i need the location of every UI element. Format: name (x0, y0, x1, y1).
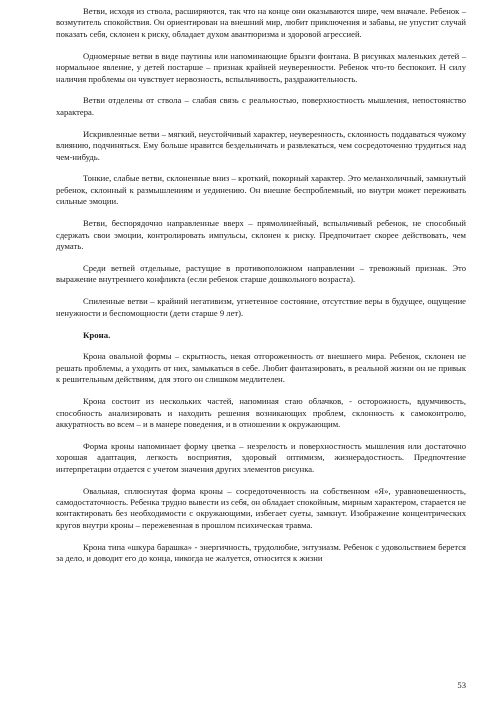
paragraph-branches-opposite: Среди ветвей отдельные, растущие в противоположном направлении – тревожный признак. Это выражение внутреннего конфликта (если ребенок старше дошкольного возраста). (56, 262, 466, 285)
paragraph-branches-expanding: Ветви, исходя из ствола, расширяются, так что на конце они оказываются шире, чем вначале. Ребенок – возмутитель спокойствия. Он ориентирован на внешний мир, любит приключения и забавы, не упустит случай показать себя, склонен к риску, обладает духом авантюризма и здоровой агрессией. (56, 6, 466, 39)
paragraph-crown-clouds: Крона состоит из нескольких частей, напоминая стаю облачков, - осторожность, вдумчивость, способность анализировать и находить решения возникающих проблем, склонность к самоконтролю, аккуратность во всем – и в манере поведения, и в отношении к окружающим. (56, 396, 466, 429)
page-body (56, 6, 466, 575)
page-number: 53 (457, 680, 466, 690)
paragraph-branches-curved: Искривленные ветви – мягкий, неустойчивый характер, неуверенность, склонность поддаваться чужому влиянию, подчиняться. Ему больше нравится бездельничать и развлекаться, чем сосредоточенно трудиться над чем-нибудь. (56, 128, 466, 162)
paragraph-branches-web: Одномерные ветви в виде паутины или напоминающие брызги фонтана. В рисунках маленьких детей – нормальное явление, у детей постарше – признак крайней неуверенности. Ребенок что-то беспокоит. Н силу наличия проблемы он чувствует нервозность, вспыльчивость, раздражительность. (56, 50, 466, 84)
paragraph-branches-separated: Ветви отделены от ствола – слабая связь с реальностью, поверхностность мышления, непостоянство характера. (56, 95, 466, 117)
paragraph-branches-chaotic-up: Ветви, беспорядочно направленные вверх – прямолинейный, вспыльчивый ребенок, не способный сдержать свои эмоции, контролировать импульсы, склонен к риску. Предпочитает скорее действовать, чем думать. (56, 218, 466, 251)
section-heading-crown: Крона. (83, 329, 111, 340)
paragraph-crown-oval: Крона овальной формы – скрытность, некая отгороженность от внешнего мира. Ребенок, склонен не решать проблемы, а уходить от них, замыкаться в себе. Любит фантазировать, в реальной жизни он не привык к решительным действиям, для этого он слишком медлителен. (56, 351, 466, 385)
paragraph-crown-flower: Форма кроны напоминает форму цветка – незрелость и поверхностность мышления или достаточно хорошая адаптация, легкость восприятия, здоровый оптимизм, жизнерадостность. Предпочтение интерпретации отдается с учетом значения других элементов рисунка. (56, 440, 466, 474)
paragraph-branches-thin: Тонкие, слабые ветви, склоненные вниз – кроткий, покорный характер. Это меланхоличный, замкнутый ребенок, склонный к размышлениям и уединению. Он внешне беспроблемный, но внутри может переживать сильные эмоции. (56, 173, 466, 207)
paragraph-branches-cut: Спиленные ветви – крайний негативизм, угнетенное состояние, отсутствие веры в будущее, ощущение ненужности и беспомощности (дети старше 9 лет). (56, 296, 466, 318)
paragraph-crown-lambskin: Крона типа «шкура барашка» - энергичность, трудолюбие, энтузиазм. Ребенок с удовольствием берется за дело, и доводит его до конца, никогда не жалуется, относится к жизни (56, 541, 466, 564)
paragraph-crown-flattened: Овальная, сплюснутая форма кроны – сосредоточенность на собственном «Я», уравновешенность, самодостаточность. Ребенка трудно вывести из себя, он обладает спокойным, мирным характером, старается не контактировать без необходимости с окружающими, избегает суеты, замкнут. Изображение концентрических кругов внутри кроны – пережевенная в прошлом психическая травма. (56, 485, 466, 530)
